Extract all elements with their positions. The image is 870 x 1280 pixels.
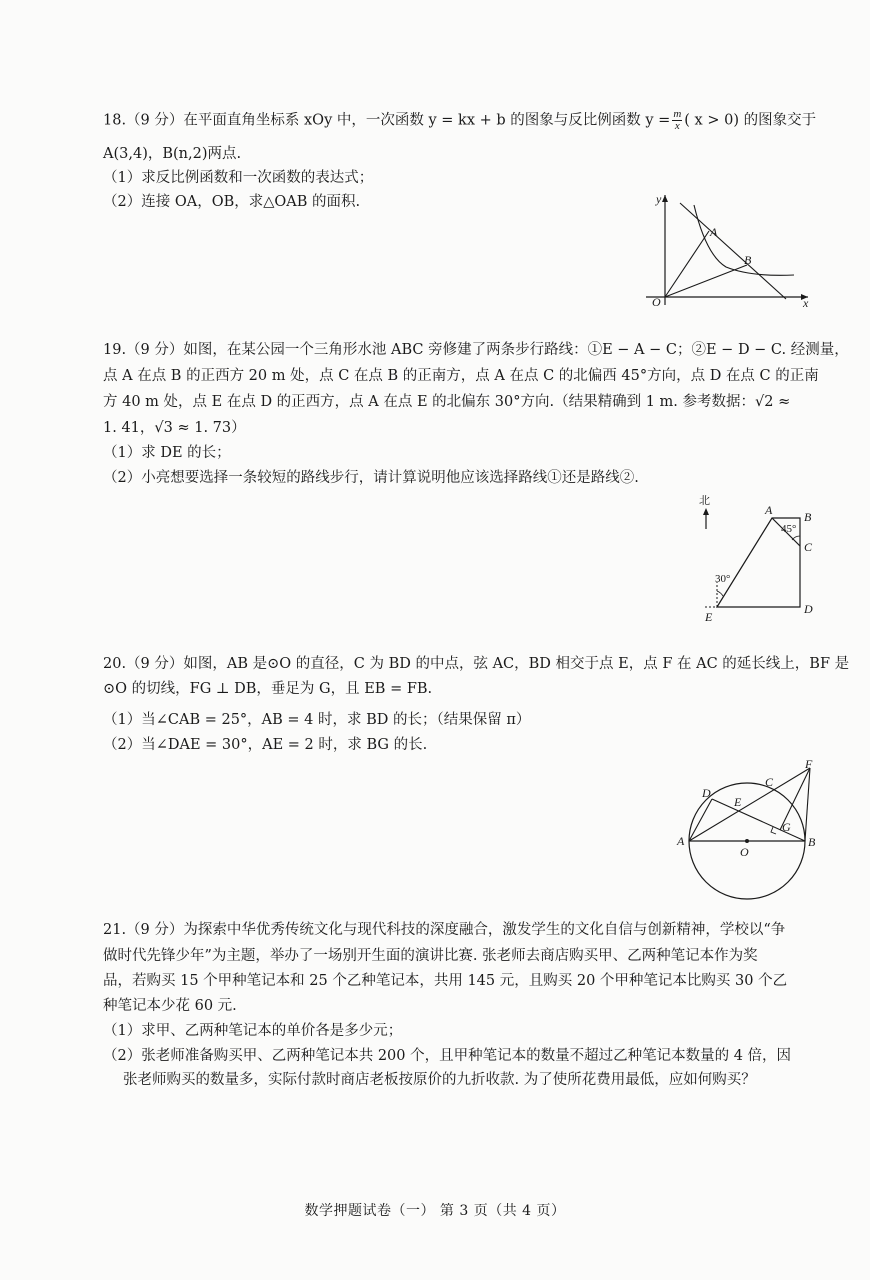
q18-frac-den: x: [674, 120, 680, 132]
q19-label-b: B: [804, 510, 812, 524]
q20-tangent-bf: [805, 768, 810, 841]
q20-label-g: G: [782, 820, 791, 834]
q19-label-a: A: [765, 503, 773, 517]
q20-line2: ⊙O 的切线，FG ⊥ DB，垂足为 G，且 EB = FB.: [103, 681, 433, 697]
q18-line1-text: 18.（9 分）在平面直角坐标系 xOy 中，一次函数 y = kx + b 的图象与反比例函数 y =: [103, 112, 671, 129]
q21-line1: 21.（9 分）为探索中华优秀传统文化与现代科技的深度融合，激发学生的文化自信与创新精神，学校以“争: [103, 922, 786, 938]
q20-sub1: （1）当∠CAB = 25°，AB = 4 时，求 BD 的长；（结果保留 π）: [103, 712, 531, 728]
q19-figure: [695, 490, 825, 630]
q20-label-o: O: [740, 845, 749, 859]
q18-label-y: y: [656, 192, 662, 206]
q18-sub2: （2）连接 OA，OB，求△OAB 的面积.: [103, 194, 361, 210]
q18-frac-num: m: [673, 108, 682, 120]
q18-y-arrow-icon: [662, 195, 668, 202]
q18-figure: [636, 185, 816, 310]
q20-sub2: （2）当∠DAE = 30°，AE = 2 时，求 BG 的长.: [103, 737, 428, 753]
q19-north-label: 北: [699, 494, 710, 507]
q18-label-b: B: [744, 253, 752, 267]
q20-line1: 20.（9 分）如图，AB 是⊙O 的直径，C 为 BD 的中点，弦 AC，BD 相交于点 E，点 F 在 AC 的延长线上，BF 是: [103, 656, 850, 672]
q19-line3: 方 40 m 处，点 E 在点 D 的正西方，点 A 在点 E 的北偏东 30°方向.（结果精确到 1 m. 参考数据：√2 ≈: [103, 394, 791, 410]
q20-label-d: D: [702, 786, 711, 800]
q19-label-e: E: [705, 610, 713, 624]
q18-line1: [103, 109, 816, 132]
q21-sub2-continued: 张老师购买的数量多，实际付款时商店老板按原价的九折收款. 为了使所花费用最低，应如何购买？: [123, 1072, 756, 1088]
q21-line4: 种笔记本少花 60 元.: [103, 998, 237, 1014]
q19-angle-arc-30: [717, 591, 723, 596]
q20-label-b: B: [808, 835, 816, 849]
q18-line1-tail: ( x > 0) 的图象交于: [684, 112, 817, 129]
q19-label-d: D: [804, 602, 813, 616]
q18-line2: A(3,4)，B(n,2)两点.: [103, 146, 242, 162]
q21-line2: 做时代先锋少年”为主题，举办了一场别开生面的演讲比赛. 张老师去商店购买甲、乙两种笔记本作为奖: [103, 948, 758, 964]
q20-label-f: F: [805, 757, 813, 771]
q19-sub2: （2）小亮想要选择一条较短的路线步行，请计算说明他应该选择路线①还是路线②.: [103, 470, 639, 486]
q19-angle-30-label: 30°: [715, 573, 731, 585]
q19-line4: 1. 41，√3 ≈ 1. 73）: [103, 420, 246, 436]
q19-north-arrow-icon: [703, 508, 709, 515]
q20-label-c: C: [765, 775, 774, 789]
q21-sub2: （2）张老师准备购买甲、乙两种笔记本共 200 个，且甲种笔记本的数量不超过乙种笔记本数量的 4 倍，因: [103, 1048, 792, 1064]
q20-figure: [672, 752, 832, 902]
q18-label-a: A: [710, 225, 718, 239]
q18-label-x: x: [803, 296, 809, 310]
q19-line2: 点 A 在点 B 的正西方 20 m 处，点 C 在点 B 的正南方，点 A 在点 C 的北偏西 45°方向，点 D 在点 C 的正南: [103, 368, 819, 384]
q19-sub1: （1）求 DE 的长；: [103, 445, 231, 461]
q19-label-c: C: [804, 540, 813, 554]
q18-sub1: （1）求反比例函数和一次函数的表达式；: [103, 170, 374, 186]
q21-line3: 品，若购买 15 个甲种笔记本和 25 个乙种笔记本，共用 145 元，且购买 20 个甲种笔记本比购买 30 个乙: [103, 973, 788, 989]
q19-line1: 19.（9 分）如图，在某公园一个三角形水池 ABC 旁修建了两条步行路线：①E − A − C；②E − D − C. 经测量，: [103, 342, 849, 358]
q18-segment-ob: [665, 265, 747, 297]
q20-label-a: A: [677, 834, 685, 848]
q18-segment-oa: [665, 231, 709, 297]
q18-fraction: [672, 109, 682, 132]
q18-label-o: O: [652, 295, 661, 309]
page-footer: 数学押题试卷（一） 第 3 页（共 4 页）: [304, 1203, 566, 1219]
q20-label-e: E: [734, 795, 742, 809]
q20-center-dot: [745, 839, 749, 843]
q19-angle-45-label: 45°: [781, 523, 797, 535]
q21-sub1: （1）求甲、乙两种笔记本的单价各是多少元；: [103, 1023, 403, 1039]
q20-chord-db: [712, 799, 805, 841]
